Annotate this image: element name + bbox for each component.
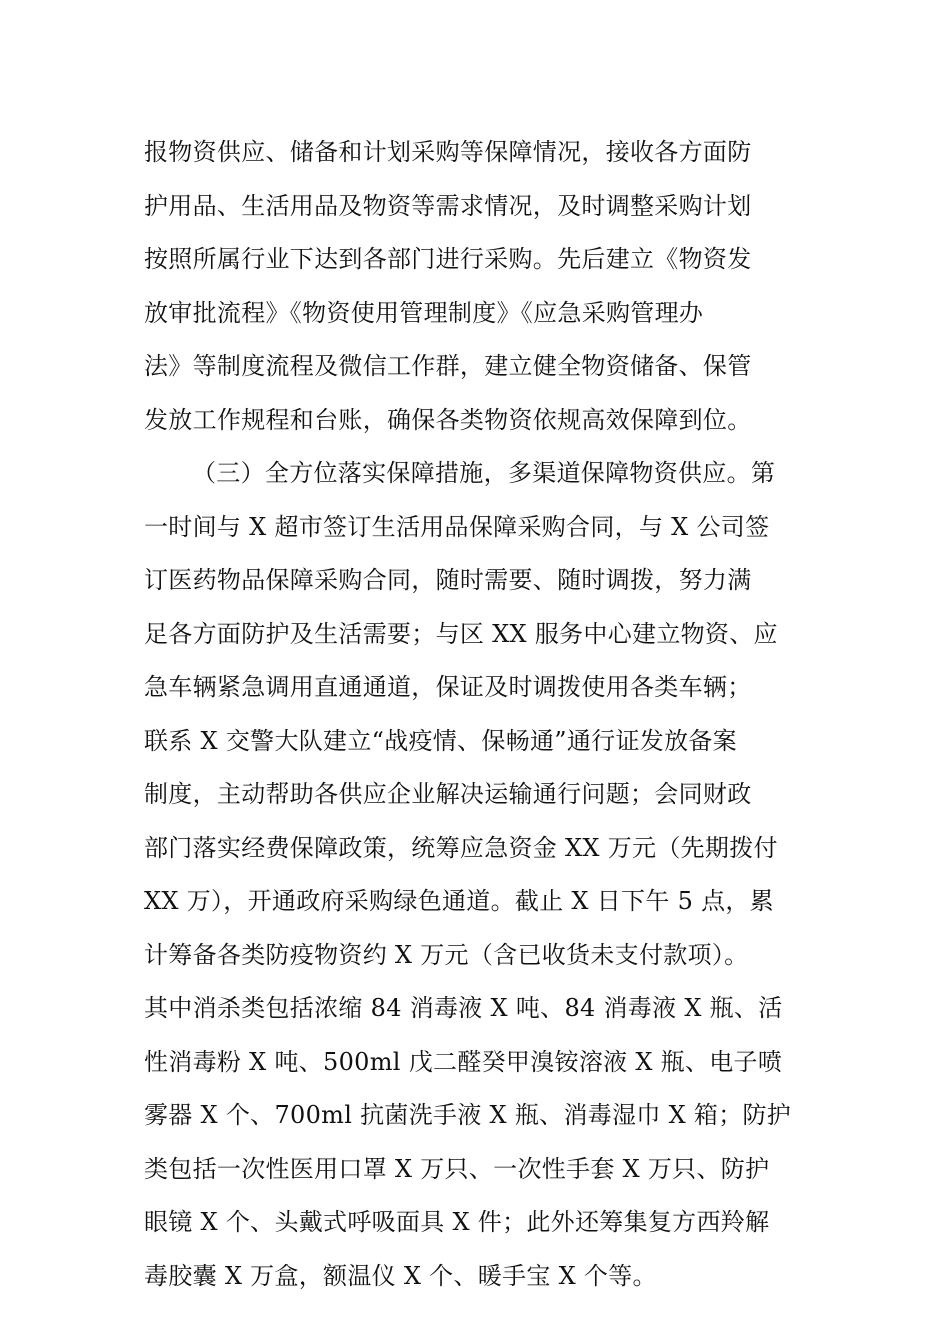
text-line: 部门落实经费保障政策，统筹应急资金 XX 万元（先期拨付	[144, 833, 778, 862]
text-line: 毒胶囊 X 万盒，额温仪 X 个、暖手宝 X 个等。	[144, 1261, 657, 1290]
text-line: 发放工作规程和台账，确保各类物资依规高效保障到位。	[144, 405, 752, 434]
text-line: XX 万），开通政府采购绿色通道。截止 X 日下午 5 点，累	[144, 887, 774, 915]
text-line: 其中消杀类包括浓缩 84 消毒液 X 吨、84 消毒液 X 瓶、活	[144, 994, 783, 1022]
text-line: 联系 X 交警大队建立“战疫情、保畅通”通行证发放备案	[144, 726, 737, 755]
text-line: 按照所属行业下达到各部门进行采购。先后建立《物资发	[144, 245, 752, 273]
text-line: 类包括一次性医用口罩 X 万只、一次性手套 X 万只、防护	[144, 1154, 770, 1183]
text-line: 一时间与 X 超市签订生活用品保障采购合同，与 X 公司签	[144, 512, 770, 541]
text-line: 计筹备各类防疫物资约 X 万元（含已收货未支付款项）。	[144, 940, 749, 969]
text-line: 法》等制度流程及微信工作群，建立健全物资储备、保管	[144, 352, 752, 380]
text-line: 订医药物品保障采购合同，随时需要、随时调拨，努力满	[144, 566, 752, 594]
text-line: 放审批流程》《物资使用管理制度》《应急采购管理办	[144, 298, 704, 327]
text-line: 急车辆紧急调用直通通道，保证及时调拨使用各类车辆；	[144, 673, 752, 701]
text-line: 足各方面防护及生活需要；与区 XX 服务中心建立物资、应	[144, 619, 778, 648]
section-heading-line: （三）全方位落实保障措施，多渠道保障物资供应。第	[192, 459, 776, 487]
text-line: 报物资供应、储备和计划采购等保障情况，接收各方面防	[144, 138, 752, 166]
text-line: 性消毒粉 X 吨、500ml 戊二醛癸甲溴铵溶液 X 瓶、电子喷	[144, 1047, 783, 1076]
text-line: 眼镜 X 个、头戴式呼吸面具 X 件；此外还筹集复方西羚解	[144, 1208, 770, 1236]
text-line: 雾器 X 个、700ml 抗菌洗手液 X 瓶、消毒湿巾 X 箱；防护	[144, 1101, 792, 1129]
text-line: 制度，主动帮助各供应企业解决运输通行问题；会同财政	[144, 780, 752, 808]
text-line: 护用品、生活用品及物资等需求情况，及时调整采购计划	[144, 191, 752, 220]
body-text	[144, 126, 814, 1303]
